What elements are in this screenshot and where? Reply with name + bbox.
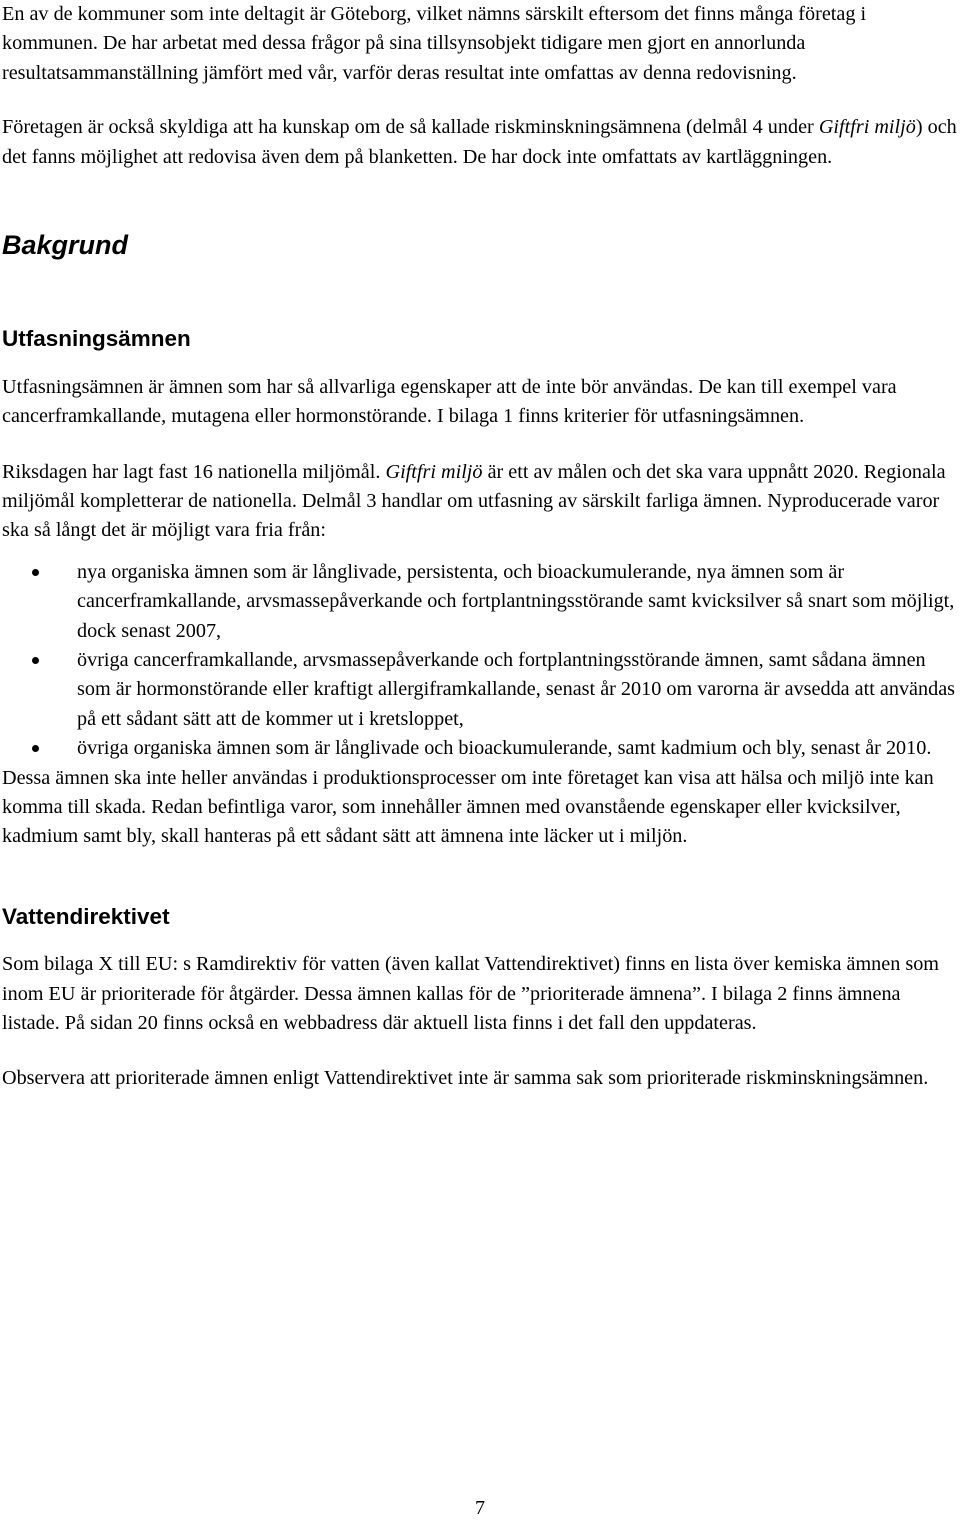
utfasning-paragraph-1: Utfasningsämnen är ämnen som har så allvarliga egenskaper att de inte bör användas. De kan till exempel vara cancerframkallande, mutagena eller hormonstörande. I bilaga 1 finns kriterier för utfasningsämnen. — [2, 375, 897, 428]
heading-bakgrund: Bakgrund — [2, 230, 129, 261]
vatten-paragraph-1: Som bilaga X till EU: s Ramdirektiv för vatten (även kallat Vattendirektivet) finns en lista över kemiska ämnen som inom EU är prioriterade för åtgärder. Dessa ämnen kallas för de ”prioriterade ämnena”. I bilaga 2 finns ämnena listade. På sidan 20 finns också en webbadress där aktuell lista finns i det fall den uppdateras. — [2, 953, 940, 1035]
list-item — [2, 558, 958, 646]
bullet-icon — [32, 569, 39, 576]
heading-vattendirektivet: Vattendirektivet — [2, 903, 170, 929]
intro-paragraph: En av de kommuner som inte deltagit är Göteborg, vilket nämns särskilt eftersom det finns många företag i kommunen. De har arbetat med dessa frågor på sina tillsynsobjekt tidigare men gjort en annorlunda resultatsammanställning jämfört med vår, varför deras resultat inte omfattas av denna redovisning. — [2, 3, 867, 84]
bullet-icon — [32, 745, 39, 752]
page-number: 7 — [475, 1497, 485, 1519]
list-item — [2, 646, 958, 734]
heading-utfasningsamnen: Utfasningsämnen — [2, 326, 191, 352]
bullet-icon — [32, 657, 39, 664]
list-item — [2, 734, 958, 763]
document-page — [2, 0, 958, 1093]
riskminskning-paragraph — [2, 113, 958, 172]
utfasning-paragraph-2 — [2, 458, 958, 546]
text-span: ) och det fanns möjlighet att redovisa även dem på blanketten. De har dock inte omfattats av kartläggningen. — [2, 116, 957, 168]
list-item-text: övriga cancerframkallande, arvsmassepåverkande och fortplantningsstörande ämnen, samt sådana ämnen som är hormonstörande eller kraftigt allergiframkallande, senast år 2010 om varorna är avsedda att användas på ett sådant sätt att de kommer ut i kretsloppet, — [77, 648, 956, 730]
utfasning-paragraph-3: Dessa ämnen ska inte heller användas i produktionsprocesser om inte företaget kan visa att hälsa och miljö inte kan komma till skada. Redan befintliga varor, som innehåller ämnen med ovanstående egenskaper eller kvicksilver, kadmium samt bly, skall hanteras på ett sådant sätt att ämnena inte läcker ut i miljön. — [2, 766, 934, 848]
text-span: Företagen är också skyldiga att ha kunskap om de så kallade riskminskningsämnena (delmål 4 under — [2, 116, 819, 139]
text-span: är ett av målen och det ska vara uppnått 2020. Regionala miljömål kompletterar de nationella. Delmål 3 handlar om utfasning av särskilt farliga ämnen. Nyproducerade varor ska så långt det är möjligt vara fria från: — [2, 460, 946, 542]
emphasis-giftfri-miljo: Giftfri miljö — [818, 116, 916, 139]
emphasis-giftfri-miljo: Giftfri miljö — [385, 460, 483, 483]
list-item-text: övriga organiska ämnen som är långlivade och bioackumulerande, samt kadmium och bly, senast år 2010. — [77, 737, 932, 760]
text-span: Riksdagen har lagt fast 16 nationella miljömål. — [2, 460, 386, 483]
vatten-paragraph-2: Observera att prioriterade ämnen enligt Vattendirektivet inte är samma sak som prioriterade riskminskningsämnen. — [2, 1066, 929, 1089]
list-item-text: nya organiska ämnen som är långlivade, persistenta, och bioackumulerande, nya ämnen som är cancerframkallande, arvsmassepåverkande och fortplantningsstörande samt kvicksilver så snart som möjligt, dock senast 2007, — [77, 560, 955, 642]
bullet-list — [2, 558, 958, 764]
